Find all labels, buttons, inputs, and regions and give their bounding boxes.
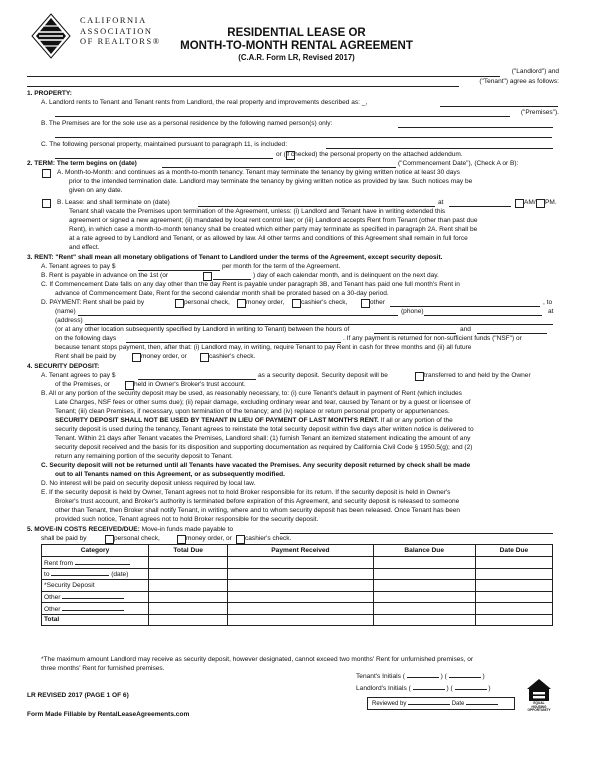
lease-end-time-field[interactable]: [449, 206, 511, 207]
row-label-security-deposit: *Security Deposit: [42, 580, 149, 592]
payment-hours-end-field[interactable]: [477, 333, 547, 334]
rent-due-checkbox[interactable]: [203, 272, 212, 281]
title-line-1: RESIDENTIAL LEASE OR: [227, 27, 366, 39]
commencement-date-field[interactable]: [162, 167, 396, 168]
cell[interactable]: [228, 557, 373, 569]
section-4-heading: 4. SECURITY DEPOSIT:: [27, 363, 100, 370]
commencement-label: ("Commencement Date"), (Check A or B):: [398, 160, 519, 167]
landlord-initials-label: Landlord's Initials (: [356, 685, 411, 692]
property-address-field[interactable]: [440, 106, 558, 107]
cell[interactable]: [475, 591, 552, 603]
reviewed-by-label: Reviewed by: [372, 701, 407, 707]
personal-property-label: C. The following personal property, maintained pursuant to paragraph 11, is included:: [41, 141, 288, 148]
deposit-holder-label: as a security deposit. Security deposit will be: [258, 372, 388, 379]
other-payment-field[interactable]: [390, 306, 540, 307]
cell[interactable]: [228, 603, 373, 615]
revision-label: LR REVISED 2017 (PAGE 1 OF 6): [27, 692, 129, 699]
table-row: [42, 568, 553, 580]
section-2-heading: 2. TERM: The term begins on (date): [27, 160, 137, 167]
deposit-use-text-5: security deposit is used during the tenancy, Tenant agrees to reinstate the total security deposit within five days after written notice is delivered to: [55, 426, 474, 433]
org-line-1: CALIFORNIA: [80, 16, 147, 25]
last-month-warning: SECURITY DEPOSIT SHALL NOT BE USED BY TENANT IN LIEU OF PAYMENT OF LAST MONTH'S RENT.: [55, 417, 379, 424]
to-date-field[interactable]: [51, 569, 109, 576]
landlord-initials-field-2[interactable]: [455, 683, 487, 690]
lease-text-6: and effect.: [69, 244, 100, 251]
lease-text-3: agreement or signed a new agreement; (ii) mandated by local rent control law; or (iii) Landlord accepts Rent from Tenant (other than past due: [69, 217, 478, 224]
owner-held-label: transferred to and held by the Owner: [424, 372, 531, 379]
tenant-label: ("Tenant") agree as follows:: [479, 78, 559, 85]
deposit-use-text-1: B. All or any portion of the security deposit may be used, as reasonably necessary, to: (i) cure Tenant's default in payment of Rent (which includes: [41, 390, 462, 397]
addendum-option: [276, 151, 463, 159]
month-to-month-text-1: A. Month-to-Month: and continues as a month-to-month tenancy. Tenant may terminate the tenancy by giving written notice at least 30 days: [57, 169, 460, 176]
deposit-use-text-3: Tenant; (iii) clean Premises, if necessary, upon termination of the tenancy; and (iv) replace or return personal property or appurtenances.: [55, 408, 450, 415]
initials-separator: ) (: [440, 673, 447, 680]
payment-hours-and-label: and: [460, 326, 471, 333]
move-in-payable-field[interactable]: [280, 533, 553, 534]
addendum-checkbox[interactable]: [286, 151, 295, 160]
payee-to-label: , to: [543, 299, 553, 306]
reviewed-date-field[interactable]: [466, 700, 498, 705]
cell[interactable]: [373, 614, 475, 626]
col-date-due: Date Due: [475, 545, 552, 557]
future-money-order-label: money order, or: [141, 353, 187, 360]
cell[interactable]: [475, 603, 552, 615]
row-label-other-1: [42, 591, 149, 603]
equal-housing-icon: [526, 678, 552, 712]
section-1-heading: 1. PROPERTY:: [27, 90, 72, 97]
cell[interactable]: [373, 591, 475, 603]
cashiers-check-checkbox[interactable]: [292, 299, 301, 308]
cell[interactable]: [149, 557, 228, 569]
deposit-footnote-2: three months' Rent for furnished premises.: [41, 665, 165, 672]
section-5-title: 5. MOVE-IN COSTS RECEIVED/DUE:: [27, 526, 140, 533]
payee-address-label: (address): [55, 317, 83, 324]
property-address-field-2[interactable]: [55, 116, 510, 117]
cell[interactable]: [475, 580, 552, 592]
cell[interactable]: [373, 580, 475, 592]
persons-label: B. The Premises are for the sole use as a personal residence by the following named person(s) only:: [41, 120, 333, 127]
tenant-initials-field-1[interactable]: [407, 671, 439, 678]
nsf-text: . If any payment is returned for non-sufficient funds ("NSF") or: [343, 335, 522, 342]
eho-text-2: OPPORTUNITY: [527, 708, 551, 713]
rent-term-label: per month for the term of the Agreement.: [222, 263, 341, 270]
lease-end-label: B. Lease: and shall terminate on (date): [57, 199, 170, 206]
other-1-label: Other: [44, 594, 61, 602]
deposit-use-text-8: return any remaining portion of the security deposit to Tenant.: [55, 453, 233, 460]
cell[interactable]: [149, 580, 228, 592]
persons-field[interactable]: [398, 127, 553, 128]
broker-responsibility-text-3: other than Tenant, then Broker shall notify Tenant, in writing, where and to whom security deposit has been released. Once Tenant has been: [55, 507, 461, 514]
cell[interactable]: [149, 591, 228, 603]
rent-from-date-field[interactable]: [75, 558, 130, 565]
deposit-use-text-4-tail: If all or any portion of the: [380, 417, 453, 424]
other-2-field[interactable]: [62, 604, 124, 611]
deposit-return-text-2: out to all Tenants named on this Agreement, or as subsequently modified.: [55, 471, 285, 478]
deposit-interest-text: D. No interest will be paid on security deposit unless required by local law.: [41, 480, 256, 487]
reviewed-by-field[interactable]: [408, 700, 450, 705]
month-to-month-text-3: given on any date.: [69, 187, 123, 194]
tenant-initials-label: Tenant's Initials (: [356, 673, 405, 680]
pm-checkbox[interactable]: [536, 199, 545, 208]
cell[interactable]: [228, 580, 373, 592]
deposit-premises-label: of the Premises, or: [55, 381, 110, 388]
am-label: AM/: [524, 199, 536, 206]
personal-property-field[interactable]: [326, 148, 553, 149]
move-in-costs-table: [41, 544, 553, 626]
cell[interactable]: [228, 614, 373, 626]
deposit-return-text-1: C. Security deposit will not be returned until all Tenants have vacated the Premises. Any security deposit returned by check shall be made: [41, 462, 471, 469]
broker-responsibility-text-1: E. If the security deposit is held by Owner, Tenant agrees not to hold Broker responsible for its return. If the security deposit is held in Owner's: [41, 489, 451, 496]
eho-text-1: EQUAL HOUSING: [531, 701, 547, 709]
payee-address-field[interactable]: [85, 324, 553, 325]
other-payment-label: other: [370, 299, 385, 306]
move-in-cashiers-check-checkbox[interactable]: [236, 535, 245, 544]
cell[interactable]: [228, 568, 373, 580]
table-row: [42, 614, 553, 626]
owner-held-checkbox[interactable]: [415, 372, 424, 381]
broker-responsibility-text-2: Broker's trust account, and Broker's authority is terminated before expiration of this Agreement, and security deposit is released to someone: [55, 498, 460, 505]
landlord-initials-field-1[interactable]: [413, 683, 445, 690]
rent-due-label: B. Rent is payable in advance on the 1st (or: [41, 272, 169, 279]
addendum-label: or (if checked) the personal property on the attached addendum.: [276, 151, 463, 158]
col-category: Category: [42, 545, 149, 557]
reviewed-date-label: Date: [451, 701, 465, 707]
money-order-checkbox[interactable]: [237, 299, 246, 308]
payment-days-field[interactable]: [126, 342, 341, 343]
broker-trust-label: held in Owner's Broker's trust account.: [134, 381, 246, 388]
deposit-use-text-4: [55, 417, 453, 425]
tenant-name-field[interactable]: [27, 86, 459, 87]
table-row: [42, 603, 553, 615]
payee-phone-label: (phone): [401, 308, 424, 315]
proration-text-2: advance of Commencement Date, Rent for the second calendar month shall be prorated based on a 30-day period.: [55, 290, 389, 297]
cell[interactable]: [228, 591, 373, 603]
stop-payment-text: because tenant stops payment, then, after that: (i) Landlord may, in writing, require Tenant to pay Rent in cash for three months and (ii) all future: [55, 344, 472, 351]
cell[interactable]: [149, 568, 228, 580]
payment-method-label: D. PAYMENT: Rent shall be paid by: [41, 299, 145, 306]
org-line-2: ASSOCIATION: [80, 26, 153, 36]
col-payment-received: Payment Received: [228, 545, 373, 557]
payment-hours-start-field[interactable]: [374, 333, 456, 334]
cell[interactable]: [373, 557, 475, 569]
cell[interactable]: [149, 603, 228, 615]
future-rent-label: Rent shall be paid by: [55, 353, 117, 360]
title-line-2: MONTH-TO-MONTH RENTAL AGREEMENT: [180, 40, 413, 52]
month-to-month-text-2: prior to the intended termination date. Landlord may terminate the tenancy by giving written notice as provided by law. Such notices may be: [69, 178, 473, 185]
lease-end-date-field[interactable]: [198, 206, 435, 207]
personal-check-label: personal check,: [184, 299, 230, 306]
deposit-use-text-2: Late Charges, NSF fees or other sums due); (ii) repair damage, excluding ordinary wear and tear, caused by Tenant or by a guest or licensee of: [55, 399, 471, 406]
cell[interactable]: [373, 568, 475, 580]
lease-text-5: at a rate agreed to by Landlord and Tenant, or as allowed by law. All other terms and conditions of this Agreement shall remain in full force: [69, 235, 468, 242]
cashiers-check-label: cashier's check,: [301, 299, 348, 306]
cell[interactable]: [475, 568, 552, 580]
payee-name-field[interactable]: [78, 315, 398, 316]
payee-phone-field[interactable]: [424, 315, 542, 316]
row-label-other-2: [42, 603, 149, 615]
payment-hours-label: (or at any other location subsequently specified by Landlord in writing to Tenant) between the hours of: [55, 326, 350, 333]
row-label-rent-from: [42, 557, 149, 569]
tenant-initials-field-2[interactable]: [449, 671, 481, 678]
date-suffix: (date): [111, 571, 129, 579]
move-in-paid-by-label: shall be paid by: [41, 535, 87, 542]
rent-amount-field[interactable]: [138, 270, 220, 271]
section-5-heading: [27, 526, 233, 534]
broker-trust-checkbox[interactable]: [125, 381, 134, 390]
rent-due-label-2: ) day of each calendar month, and is delinquent on the next day.: [253, 272, 439, 279]
deposit-use-text-6: Tenant. Within 21 days after Tenant vacates the Premises, Landlord shall: (1) furnish Tenant an itemized statement indicating the amount of any: [55, 435, 471, 442]
landlord-initials: [356, 683, 491, 692]
initials-close: ): [482, 673, 485, 680]
property-description-label: A. Landlord rents to Tenant and Tenant rents from Landlord, the real property and improvements described as: _,: [41, 99, 368, 106]
section-3-heading: 3. RENT: "Rent" shall mean all monetary obligations of Tenant to Landlord under the terms of the Agreement, except security deposit.: [27, 254, 443, 261]
org-line-3: OF REALTORS®: [80, 37, 161, 46]
col-balance-due: Balance Due: [373, 545, 475, 557]
future-cashiers-check-checkbox[interactable]: [200, 353, 209, 362]
cell[interactable]: [475, 614, 552, 626]
deposit-use-text-7: security deposit received and the basis for its disposition and supporting documentation as required by California Civil Code § 1950.5(g); and (2): [55, 444, 473, 451]
landlord-label: ("Landlord") and: [511, 68, 559, 75]
payee-at-label: at: [548, 308, 554, 315]
money-order-label: money order,: [246, 299, 285, 306]
lease-text-4: Rent), in which case a month-to-month tenancy shall be created which either party may terminate as specified in paragraph 2A. Rent shall be: [69, 226, 478, 233]
rent-due-day-field[interactable]: [213, 279, 251, 280]
lease-checkbox[interactable]: [42, 199, 51, 208]
month-to-month-checkbox[interactable]: [42, 169, 51, 178]
form-id: (C.A.R. Form LR, Revised 2017): [238, 53, 355, 62]
payment-days-label: on the following days: [55, 335, 117, 342]
lease-text-2: Tenant shall vacate the Premises upon termination of the Agreement, unless: (i) Landlord and Tenant have in writing extended this: [69, 208, 446, 215]
other-2-label: Other: [44, 605, 61, 613]
move-in-money-order-label: money order, or: [186, 535, 232, 542]
table-row: [42, 557, 553, 569]
tenant-initials: [356, 671, 485, 680]
future-cashiers-check-label: cashier's check.: [209, 353, 256, 360]
initials-separator: ) (: [446, 685, 453, 692]
table-row: [42, 591, 553, 603]
deposit-amount-field[interactable]: [138, 379, 256, 380]
move-in-personal-check-label: personal check,: [114, 535, 160, 542]
reviewed-box: [367, 697, 515, 710]
premises-label: ("Premises").: [520, 109, 559, 116]
cell[interactable]: [149, 614, 228, 626]
move-in-personal-check-checkbox[interactable]: [105, 535, 114, 544]
move-in-money-order-checkbox[interactable]: [177, 535, 186, 544]
row-label-total: Total: [42, 614, 149, 626]
initials-close: ): [488, 685, 491, 692]
rent-from-label: Rent from: [44, 559, 73, 567]
fillable-credit: Form Made Fillable by RentalLeaseAgreements.com: [27, 711, 190, 718]
proration-text-1: C. If Commencement Date falls on any day other than the day Rent is payable under paragraph 3B, and Tenant has paid one full month's Rent in: [41, 281, 460, 288]
other-payment-checkbox[interactable]: [361, 299, 370, 308]
move-in-payable-label: Move-in funds made payable to: [141, 526, 233, 533]
future-money-order-checkbox[interactable]: [132, 353, 141, 362]
broker-responsibility-text-4: provided such notice, Tenant agrees not to hold Broker responsible for the security deposit.: [55, 516, 319, 523]
pm-label: PM.: [545, 199, 557, 206]
move-in-cashiers-check-label: cashier's check.: [245, 535, 292, 542]
rent-amount-label: A. Tenant agrees to pay $: [41, 263, 116, 270]
cell[interactable]: [373, 603, 475, 615]
table-header-row: [42, 545, 553, 557]
landlord-name-field[interactable]: [27, 76, 500, 77]
cell[interactable]: [475, 557, 552, 569]
other-1-field[interactable]: [62, 592, 124, 599]
table-row: [42, 580, 553, 592]
deposit-amount-label: A. Tenant agrees to pay $: [41, 372, 116, 379]
persons-field-2[interactable]: [55, 137, 552, 138]
personal-property-field-2[interactable]: [55, 158, 273, 159]
form-title: [0, 27, 593, 63]
col-total-due: Total Due: [149, 545, 228, 557]
to-label: to: [44, 571, 50, 579]
lease-end-at-label: at: [438, 199, 444, 206]
personal-check-checkbox[interactable]: [175, 299, 184, 308]
payee-name-label: (name): [55, 308, 76, 315]
deposit-footnote-1: *The maximum amount Landlord may receive as security deposit, however designated, cannot exceed two months' Rent for unfurnished premises, or: [41, 656, 474, 663]
row-label-to: [42, 568, 149, 580]
am-checkbox[interactable]: [515, 199, 524, 208]
